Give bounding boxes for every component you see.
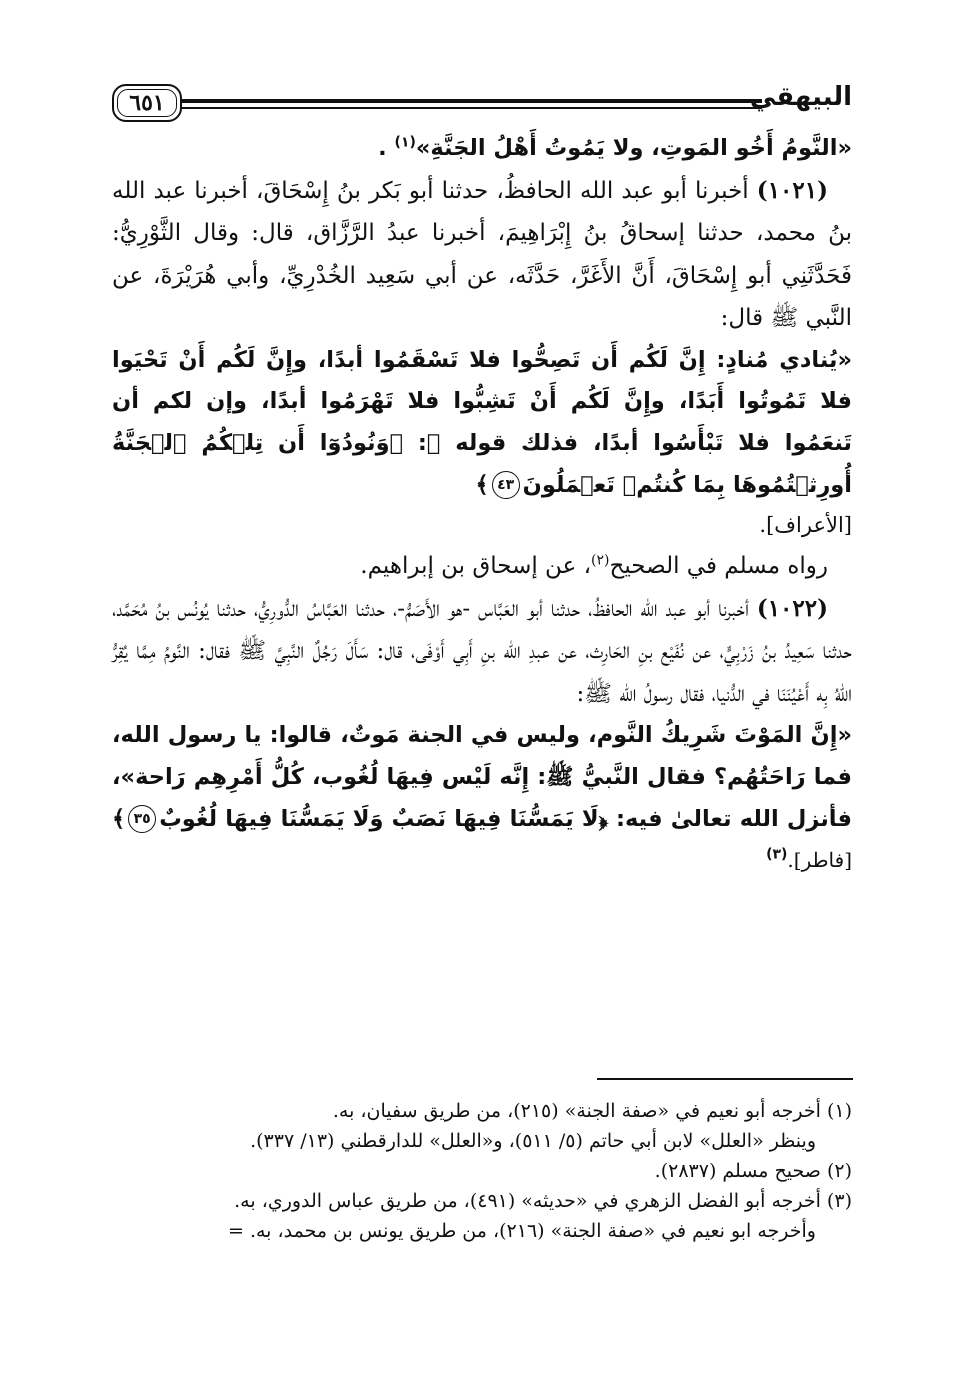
header-rule-thick	[182, 99, 762, 103]
footnote-3-continued: وأخرجه ابو نعيم في «صفة الجنة» (٢١٦)، من طريق يونس بن محمد، به. =	[227, 1220, 816, 1243]
riwaya-statement	[112, 545, 852, 588]
ayah-close-bracket: ﴾	[112, 805, 126, 832]
footnote-1-continued: وينظر «العلل» لابن أبي حاتم (٥/ ٥١١)، و«العلل» للدارقطني (١٣/ ٣٣٧).	[250, 1130, 816, 1153]
matn-text: «إِنَّ المَوْتَ شَرِيكُ النَّوم، وليس في الجنة مَوتٌ، قالوا: يا رسول الله، فما رَاحَتُهُم؟ فقال النَّبيُّ ﷺ: إِنَّه لَيْس فِيهَا لُغُوب، كُلُّ أَمْرِهِم رَاحة»، فأنزل الله تعالىٰ فيه:	[112, 722, 852, 832]
hadith-number-1021: (١٠٢١)	[756, 176, 828, 204]
footnote-ref-3: (٣)	[766, 846, 788, 863]
isnad-text: أخبرنا أبو عبد الله الحافظُ، حدثنا أبو العَبَّاس -هو الأَصَمُّ-، حدثنا العَبَّاسُ الدُّورِيُّ، حدثنا يُونُس بنُ مُحَمَّد، حدثنا سَعِيدُ بنُ زَرْبِيٍّ، عن نُفَيْع بنِ الحَارِث، عن عبدِ الله بنِ أَبِي أَوْفَى، قال: سَأَلَ رَجُلٌ النَّبِيَّ ﷺ فقال: النَّومُ مِمَّا يُقِرُّ اللهُ بِه أَعْيُنَنَا في الدُّنيا، فقال رسولُ الله ﷺ:	[112, 595, 852, 707]
main-text	[112, 128, 852, 882]
sura-reference: [فاطر].	[787, 848, 852, 873]
hadith-1020-ending	[112, 128, 852, 170]
footnote-2: (٢) صحيح مسلم (٢٨٣٧).	[654, 1160, 852, 1183]
ayah-close-bracket: ﴾	[475, 471, 489, 498]
matn-text: «يُنادي مُنادٍ: إِنَّ لَكُم أَن تَصِحُّوا فلا تَسْقَمُوا أبدًا، وإِنَّ لَكُم أَنْ تَحْيَوا فلا تَمُوتُوا أَبَدًا، وإِنَّ لَكُم أَنْ تَشِبُّوا فلا تَهْرَمُوا أبدًا، وإن لكم أن تَنعَمُوا فلا تَبْأَسُوا أبدًا، فذلك قوله ﷻ:	[112, 346, 852, 457]
sura-reference: [الأعراف].	[759, 513, 852, 538]
header-rule-thin	[182, 107, 762, 109]
quran-verse	[112, 806, 608, 832]
hadith-number-1022: (١٠٢٢)	[756, 594, 829, 622]
footnote-1: (١) أخرجه أبو نعيم في «صفة الجنة» (٢١٥)، من طريق سفيان، به.	[332, 1100, 852, 1122]
hadith-1022-matn	[112, 715, 852, 882]
footnote-ref-1: (١)	[394, 134, 416, 151]
running-header	[112, 82, 852, 126]
page-number: ٦٥١	[129, 90, 165, 116]
running-title: البيهقي	[749, 82, 852, 112]
page-number-frame	[112, 84, 182, 122]
footnotes	[112, 1096, 852, 1246]
footnote-separator	[597, 1078, 853, 1080]
hadith-text: «النَّومُ أَخُو المَوتِ، ولا يَمُوتُ أَهْلُ الجَنَّةِ»	[415, 135, 852, 161]
riwaya-text: رواه مسلم في الصحيح	[609, 553, 828, 580]
period: .	[378, 135, 387, 161]
isnad-text: أخبرنا أبو عبد الله الحافظُ، حدثنا أبو بَكر بنُ إِسْحَاقَ، أخبرنا عبد الله بنُ محمد، حدثنا إسحاقُ بنُ إِبْرَاهِيمَ، أخبرنا عبدُ الرَّزَّاق، قال: وقال الثَّوْرِيُّ: فَحَدَّثَنِي أبو إِسْحَاقَ، أَنَّ الأَغَرَّ، حَدَّثَه، عن أبي سَعِيد الخُدْرِيِّ، وأبي هُرَيْرَةَ، عن النَّبي ﷺ قال:	[112, 177, 852, 332]
footnote-ref-2: (٢)	[591, 552, 610, 569]
hadith-1022-isnad	[112, 588, 852, 716]
riwaya-text-end: ، عن إسحاق بن إبراهيم.	[360, 553, 592, 580]
footnote-3: (٣) أخرجه أبو الفضل الزهري في «حديثه» (٤٩١)، من طريق عباس الدوري، به.	[234, 1190, 852, 1213]
hadith-1021-isnad	[112, 170, 852, 340]
ayah-number-marker: ٣٥	[128, 805, 156, 833]
ayah-number-marker: ٤٣	[492, 471, 520, 499]
ayah-text: ﴿وَنُودُوٓا أَن تِلۡكُمُ ٱلۡجَنَّةُ أُورِثۡتُمُوهَا بِمَا كُنتُمۡ تَعۡمَلُونَ	[112, 430, 852, 498]
hadith-1021-matn	[112, 340, 852, 545]
ayah-text: ﴿لَا يَمَسُّنَا فِيهَا نَصَبٌ وَلَا يَمَسُّنَا فِيهَا لُغُوبٌ	[159, 805, 608, 832]
